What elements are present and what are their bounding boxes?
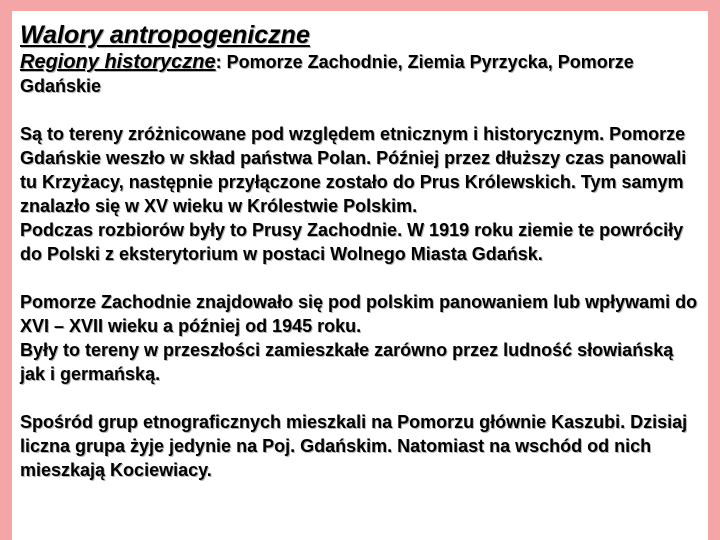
subtitle-text: : Pomorze Zachodnie, Ziemia Pyrzycka, Pomorze Gdańskie xyxy=(20,52,634,96)
subtitle-line xyxy=(20,50,702,98)
paragraph-population: Były to tereny w przeszłości zamieszkałe zarówno przez ludność słowiańską jak i germańską. xyxy=(20,340,674,384)
paragraph-ethnographic-groups: Spośród grup etnograficznych mieszkali na Pomorzu głównie Kaszubi. Dzisiaj liczna grupa żyje jedynie na Poj. Gdańskim. Natomiast na wschód od nich mieszkają Kociewiacy. xyxy=(20,412,688,480)
paragraph-history-gdansk: Są to tereny zróżnicowane pod względem etnicznym i historycznym. Pomorze Gdańskie weszło w skład państwa Polan. Później przez dłuższy czas panowali tu Krzyżacy, następnie przyłączone zostało do Prus Królewskich. Tym samym znalazło się w XV wieku w Królestwie Polskim. xyxy=(20,124,687,216)
spacer xyxy=(20,98,702,122)
spacer xyxy=(20,266,702,290)
paragraph-partitions: Podczas rozbiorów były to Prusy Zachodnie. W 1919 roku ziemie te powróciły do Polski z eksterytorium w postaci Wolnego Miasta Gdańsk. xyxy=(20,220,684,264)
spacer xyxy=(20,386,702,410)
paragraph-west-pomerania: Pomorze Zachodnie znajdowało się pod polskim panowaniem lub wpływami do XVI – XVII wieku a później od 1945 roku. xyxy=(20,292,698,336)
slide-title: Walory antropogeniczne xyxy=(20,21,310,49)
subtitle-label: Regiony historyczne xyxy=(20,51,216,73)
slide-content xyxy=(20,20,702,482)
slide xyxy=(12,11,708,540)
